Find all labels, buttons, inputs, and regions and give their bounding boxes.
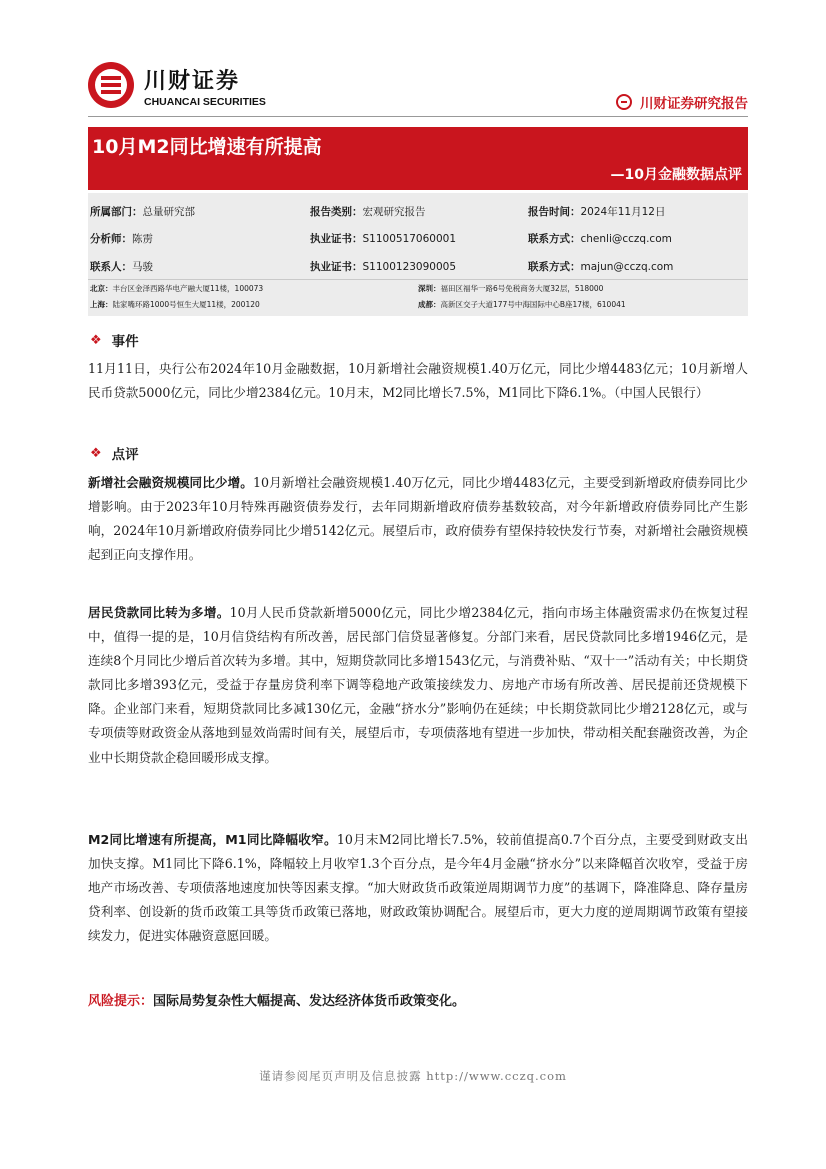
info-row	[88, 259, 748, 279]
info-contact-cert: 执业证书：S1100123090005	[310, 261, 457, 273]
event-paragraph: 11月11日，央行公布2024年10月金融数据，10月新增社会融资规模1.40万亿元，同比少增4483亿元；10月新增人民币贷款5000亿元，同比少增2384亿元。10月末，M2同比增长7.5%，M1同比下降6.1%。（中国人民银行）	[88, 361, 748, 401]
title-banner	[88, 127, 748, 190]
info-analyst-contact: 联系方式：chenli@cczq.com	[528, 233, 672, 245]
header-divider	[88, 116, 748, 117]
section-heading-event: ❖ 事件	[90, 332, 139, 350]
info-contact-email: 联系方式：majun@cczq.com	[528, 261, 674, 273]
company-logo	[88, 62, 336, 112]
diamond-bullet-icon: ❖	[90, 332, 102, 348]
risk-warning	[88, 990, 748, 1009]
info-analyst-cert: 执业证书：S1100517060001	[310, 233, 457, 245]
diamond-bullet-icon: ❖	[90, 445, 102, 461]
paragraph-social-financing: 新增社会融资规模同比少增。10月新增社会融资规模1.40万亿元，同比少增4483亿元，主要受到新增政府债券同比少增影响。由于2023年10月特殊再融资债券发行，去年同期新增政府债券基数较高，对今年新增政府债券同比产生影响，2024年10月新增政府债券同比少增5142亿元。展望后市，政府债券有望保持较快发行节奏，对新增社会融资规模起到正向支撑作用。	[88, 475, 749, 563]
info-row	[88, 204, 748, 224]
info-report-type: 报告类别：宏观研究报告	[310, 206, 426, 218]
logo-english-name: CHUANCAI SECURITIES	[144, 96, 266, 108]
address-beijing: 北京：丰台区金泽西路华电产融大厦11楼，100073	[90, 284, 264, 293]
report-subtitle: —10月金融数据点评	[610, 167, 742, 183]
report-brand	[616, 92, 748, 112]
info-contact-person: 联系人：马骏	[90, 261, 153, 273]
report-brand-label: 川财证券研究报告	[640, 96, 748, 112]
paragraph-m2-m1: M2同比增速有所提高，M1同比降幅收窄。10月末M2同比增长7.5%，较前值提高0.7个百分点，主要受到财政支出加快支撑。M1同比下降6.1%，降幅较上月收窄1.3个百分点，是今年4月金融“挤水分”以来降幅首次收窄，受益于房地产市场改善、专项债落地速度加快等因素支撑。“加大财政货币政策逆周期调节力度”的基调下，降准降息、降存量房贷利率、创设新的货币政策工具等货币政策已落地，财政政策协调配合。展望后市，更大力度的逆周期调节政策有望接续发力，促进实体融资意愿回暖。	[88, 832, 748, 944]
info-report-date: 报告时间：2024年11月12日	[528, 206, 666, 218]
report-title: 10月M2同比增速有所提高	[92, 136, 322, 158]
logo-chinese-name: 川财证券	[144, 69, 241, 94]
address-chengdu: 成都：高新区交子大道177号中海国际中心B座17楼，610041	[418, 300, 626, 309]
info-department: 所属部门：总量研究部	[90, 206, 195, 218]
info-analyst: 分析师：陈雳	[90, 233, 153, 245]
footer-disclaimer: 谨请参阅尾页声明及信息披露 http://www.cczq.com	[259, 1069, 567, 1083]
address-shanghai: 上海：陆家嘴环路1000号恒生大厦11楼，200120	[90, 300, 260, 309]
info-divider	[88, 279, 748, 280]
paragraph-household-loans: 居民贷款同比转为多增。10月人民币贷款新增5000亿元，同比少增2384亿元，指向市场主体融资需求仍在恢复过程中，值得一提的是，10月信贷结构有所改善，居民部门信贷显著修复。分部门来看，居民贷款同比多增1946亿元，是连续8个月同比少增后首次转为多增。其中，短期贷款同比多增1543亿元，与消费补贴、“双十一”活动有关；中长期贷款同比多增393亿元，受益于存量房贷利率下调等稳地产政策接续发力、房地产市场有所改善、居民提前还贷规模下降。企业部门来看，短期贷款同比多减130亿元，金融“挤水分”影响仍在延续；中长期贷款同比少增2128亿元，或与专项债等财政资金从落地到显效尚需时间有关，展望后市，专项债落地有望进一步加快，带动相关配套融资改善，为企业中长期贷款企稳回暖形成支撑。	[88, 605, 748, 765]
risk-label: 风险提示：	[88, 994, 154, 1009]
paragraph-lead: M2同比增速有所提高，M1同比降幅收窄。	[88, 832, 337, 847]
brand-mini-logo-icon	[616, 94, 632, 110]
address-shenzhen: 深圳：福田区福华一路6号免税商务大厦32层，518000	[418, 284, 604, 293]
info-row	[88, 231, 748, 251]
logo-mark-icon	[88, 62, 134, 108]
report-info-panel	[88, 193, 748, 316]
risk-text: 国际局势复杂性大幅提高、发达经济体货币政策变化。	[153, 994, 466, 1009]
paragraph-lead: 新增社会融资规模同比少增。	[88, 475, 253, 490]
section-heading-comment: ❖ 点评	[90, 445, 139, 463]
paragraph-lead: 居民贷款同比转为多增。	[88, 605, 230, 620]
